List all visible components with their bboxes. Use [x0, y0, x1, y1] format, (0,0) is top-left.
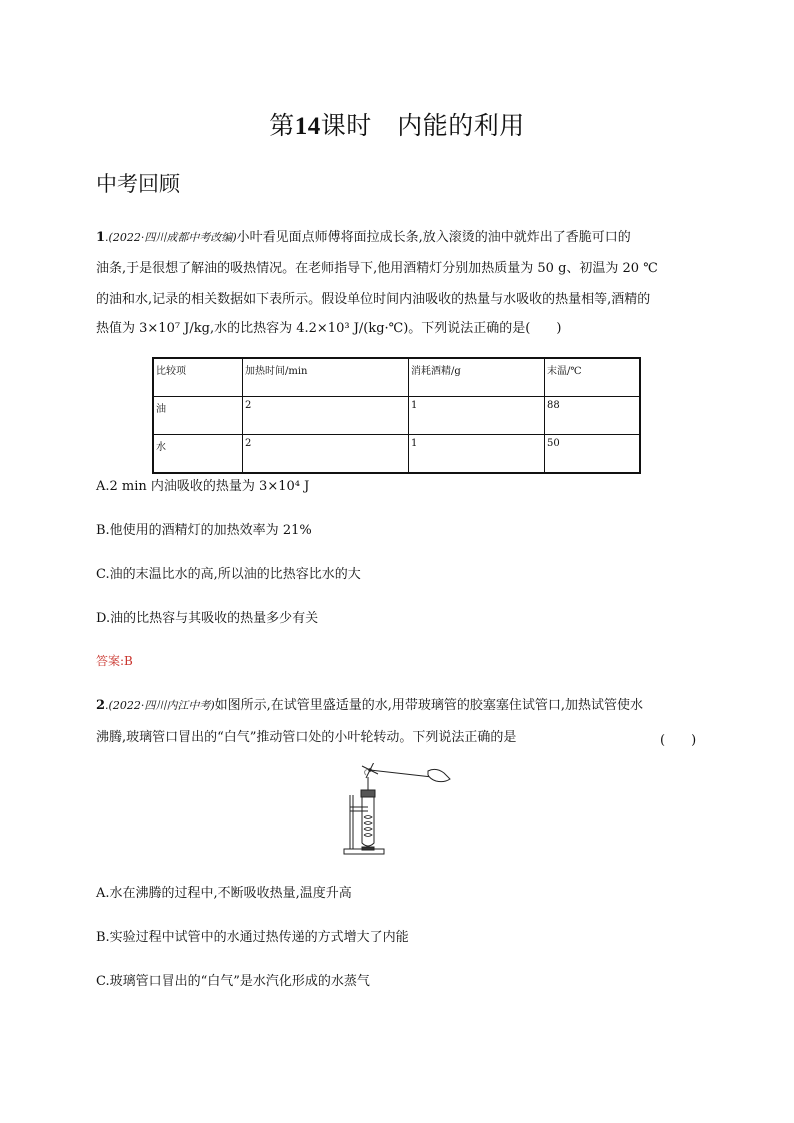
table-header-cell: 加热时间/min — [243, 358, 409, 397]
table-cell: 1 — [409, 435, 545, 474]
title-suffix: 课时 — [320, 111, 372, 140]
table-cell: 水 — [153, 435, 243, 474]
alcohol-lamp — [362, 847, 374, 850]
q2-line-1 — [96, 689, 706, 722]
hand — [428, 769, 450, 781]
table-cell: 2 — [243, 435, 409, 474]
q2-option-b: B.实验过程中试管中的水通过热传递的方式增大了内能 — [96, 930, 409, 945]
pinwheel-stick — [370, 770, 432, 777]
table-header-cell: 比较项 — [153, 358, 243, 397]
title-topic: 内能的利用 — [397, 111, 525, 140]
q2-answer-paren: ( ) — [660, 733, 697, 748]
table-row — [153, 397, 640, 435]
title-number: 14 — [294, 113, 321, 140]
page-title — [0, 106, 794, 142]
q1-line-4: 热值为 3×10⁷ J/kg,水的比热容为 4.2×10³ J/(kg·℃)。下列说法正确的是( ) — [96, 321, 562, 336]
table-cell: 2 — [243, 397, 409, 435]
table-header-cell: 末温/℃ — [545, 358, 641, 397]
title-prefix: 第 — [269, 111, 295, 140]
table-cell: 1 — [409, 397, 545, 435]
data-table — [152, 357, 641, 474]
table-header-row — [153, 358, 640, 397]
q1-line-1 — [96, 221, 706, 254]
water-boiling — [364, 816, 372, 837]
q1-option-a: A.2 min 内油吸收的热量为 3×10⁴ J — [96, 479, 310, 494]
q1-option-d: D.油的比热容与其吸收的热量多少有关 — [96, 611, 319, 626]
table-row — [153, 435, 640, 474]
rubber-stopper — [361, 790, 375, 797]
answer-value: :B — [120, 654, 133, 668]
q1-line-3: 的油和水,记录的相关数据如下表所示。假设单位时间内油吸收的热量与水吸收的热量相等,酒精的 — [96, 292, 651, 307]
table-cell: 50 — [545, 435, 641, 474]
q1-option-b: B.他使用的酒精灯的加热效率为 21% — [96, 523, 312, 538]
test-tube — [362, 795, 374, 846]
q1-source: .(2022·四川成都中考改编) — [105, 231, 237, 244]
q2-number: 2 — [96, 698, 106, 713]
q2-option-c: C.玻璃管口冒出的“白气”是水汽化形成的水蒸气 — [96, 974, 370, 989]
q1-line1-text: 小叶看见面点师傅将面拉成长条,放入滚烫的油中就炸出了香脆可口的 — [236, 230, 631, 245]
q2-line-2: 沸腾,玻璃管口冒出的“白气”推动管口处的小叶轮转动。下列说法正确的是 — [96, 730, 517, 745]
q1-option-c: C.油的末温比水的高,所以油的比热容比水的大 — [96, 567, 361, 582]
answer-label: 答案 — [96, 654, 121, 668]
table-header-cell: 消耗酒精/g — [409, 358, 545, 397]
table-cell: 油 — [153, 397, 243, 435]
q1-answer — [96, 652, 133, 669]
q2-option-a: A.水在沸腾的过程中,不断吸收热量,温度升高 — [96, 886, 352, 901]
section-title: 中考回顾 — [96, 172, 180, 196]
q2-source: .(2022·四川内江中考) — [105, 699, 215, 712]
experiment-figure — [336, 763, 452, 859]
q1-number: 1 — [96, 230, 106, 245]
q2-line1-text: 如图所示,在试管里盛适量的水,用带玻璃管的胶塞塞住试管口,加热试管使水 — [214, 698, 644, 713]
table-cell: 88 — [545, 397, 641, 435]
q1-line-2: 油条,于是很想了解油的吸热情况。在老师指导下,他用酒精灯分别加热质量为 50 g、初温为 20 ℃ — [96, 261, 658, 276]
